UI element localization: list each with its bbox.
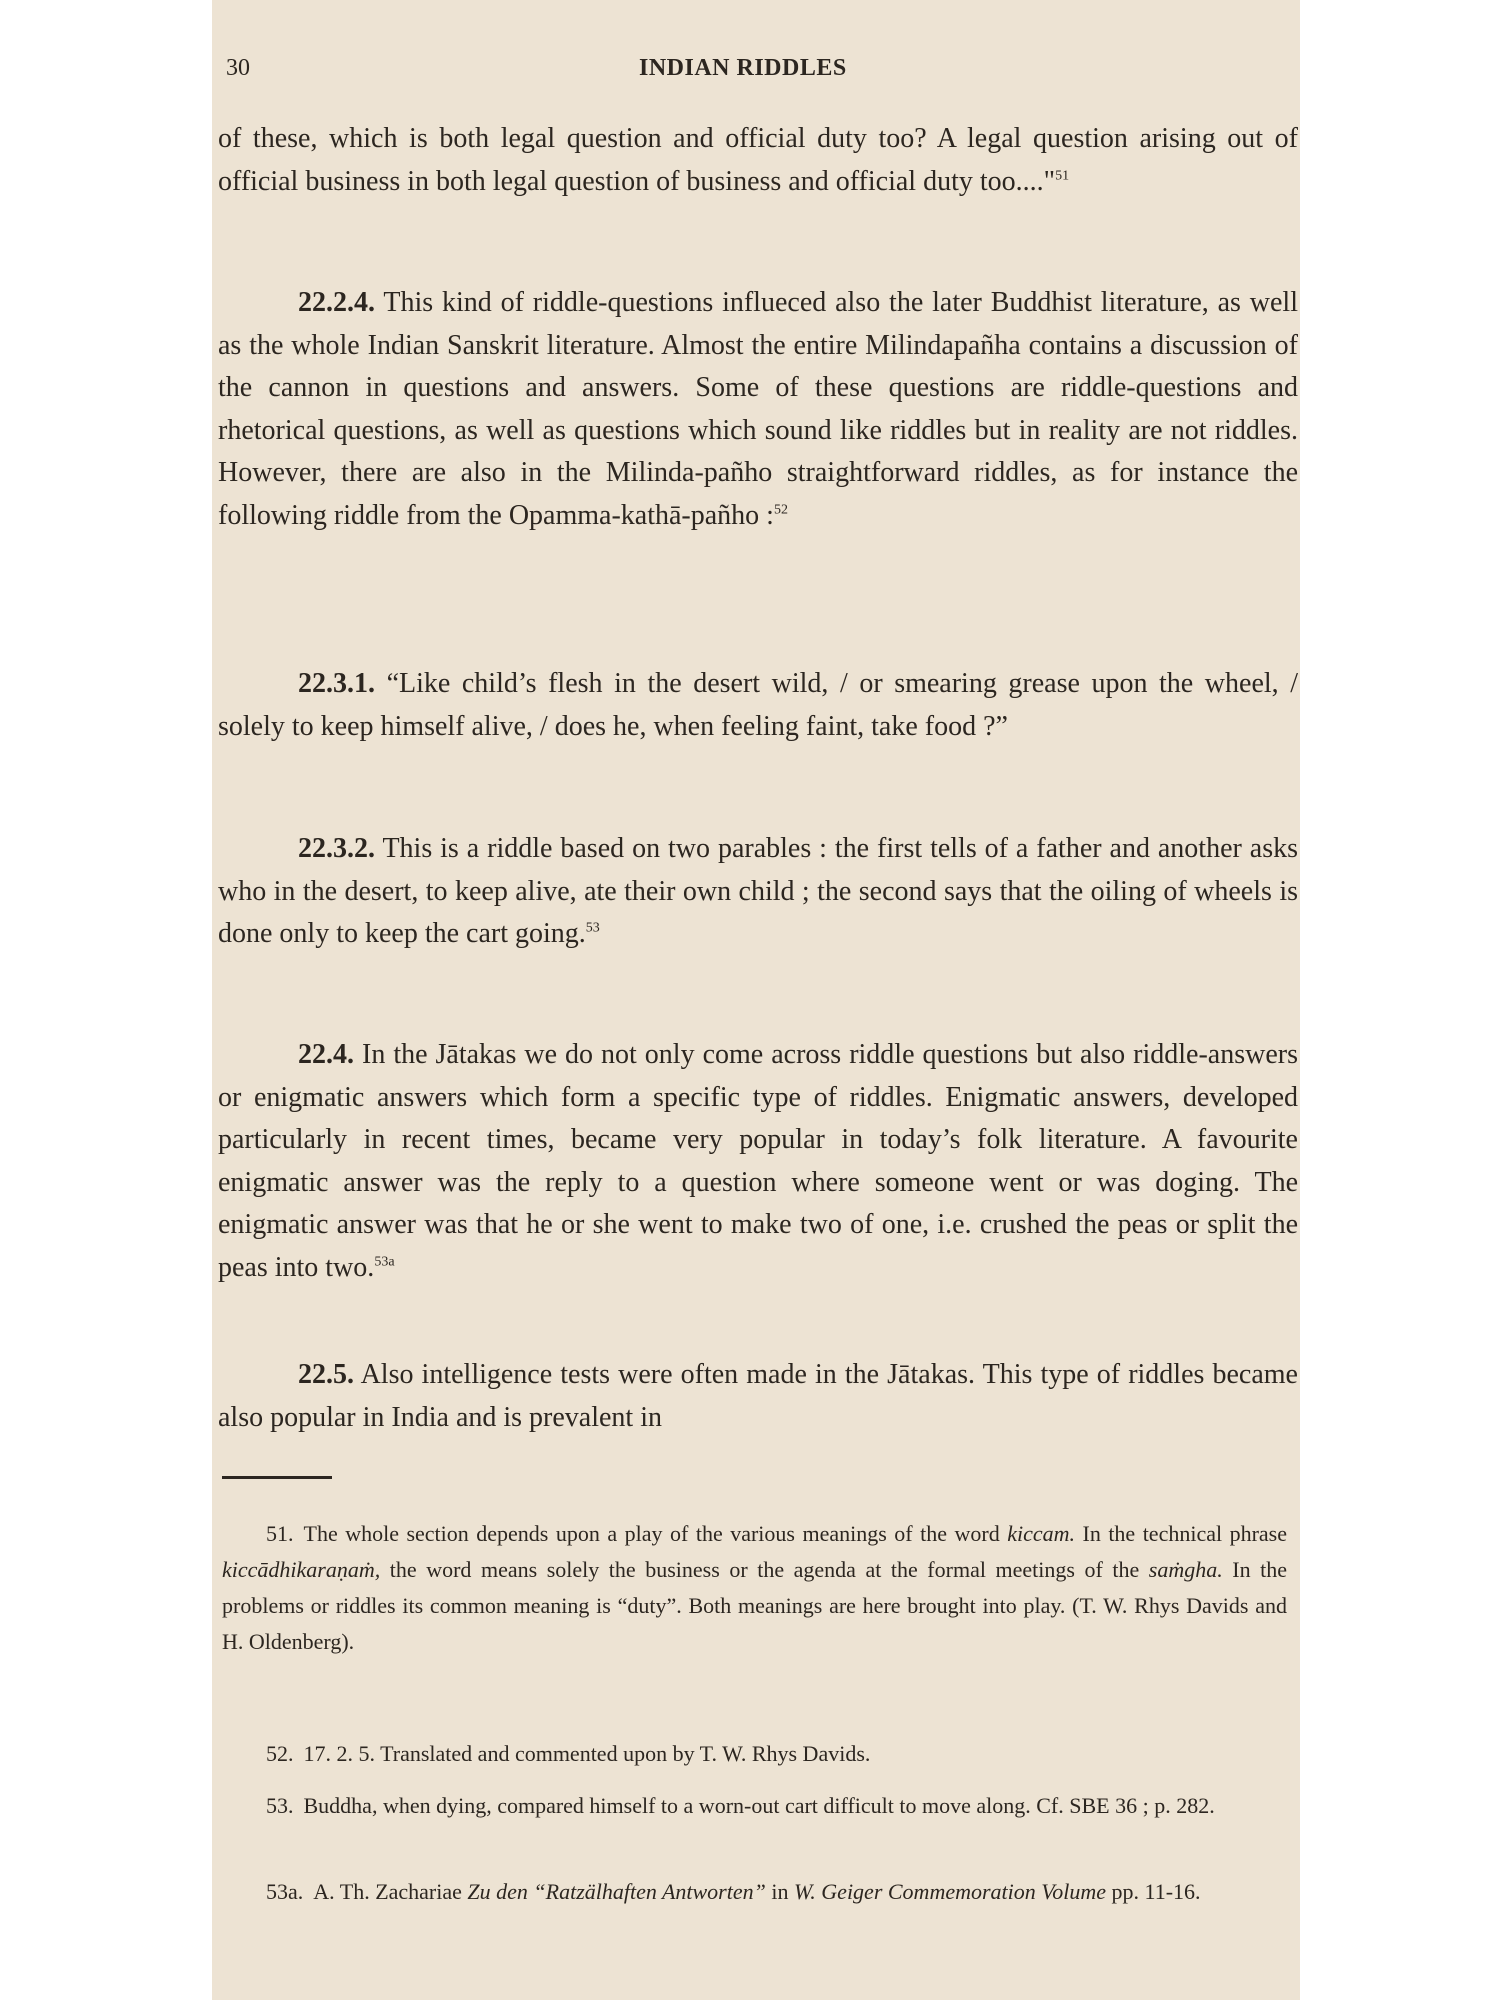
paragraph-22-3-2 [218, 828, 1298, 956]
section-number: 22.3.1. [298, 668, 375, 699]
footnote-text: in [771, 1879, 789, 1904]
footnote-53a [222, 1874, 1287, 1910]
footnote-ref: 53 [585, 920, 600, 936]
paragraph-text: of these, which is both legal question and official duty too? A legal question arising out of official business in both legal question of business and official duty too...." [218, 123, 1298, 197]
footnote-italic: kiccādhikaraṇaṁ, [222, 1557, 381, 1582]
footnote-text: In the problems or riddles its common meaning is “duty”. Both meanings are here brought into play. (T. W. Rhys Davids and H. Oldenberg). [222, 1557, 1288, 1654]
paragraph-22-3-1 [218, 663, 1298, 748]
paragraph-text: “Like child’s flesh in the desert wild, / or smearing grease upon the wheel, / solely to keep himself alive, / does he, when feeling faint, take food ?” [218, 668, 1299, 742]
section-number: 22.3.2. [298, 833, 375, 864]
footnote-ref: 52 [773, 502, 788, 518]
footnote-italic: W. Geiger Commemoration Volume [793, 1879, 1107, 1904]
paragraph-22-2-4 [218, 282, 1298, 537]
footnote-text: The whole section depends upon a play of the various meanings of the word [303, 1521, 1000, 1546]
footnote-53 [222, 1788, 1287, 1824]
footnote-divider [222, 1476, 332, 1479]
footnote-ref: 51 [1055, 168, 1070, 184]
footnote-text: the word means solely the business or the agenda at the formal meetings of the [389, 1557, 1140, 1582]
paragraph-text: In the Jātakas we do not only come across riddle questions but also riddle-answers or enigmatic answers which form a specific type of riddles. Enigmatic answers, developed particularly in recent times, became very popular in today’s folk literature. A favourite enigmatic answer was the reply to a question where someone went or was doging. The enigmatic answer was that he or she went to make two of one, i.e. crushed the peas or split the peas into two. [218, 1039, 1298, 1283]
paragraph-text: Also intelligence tests were often made in the Jātakas. This type of riddles became also popular in India and is prevalent in [218, 1359, 1298, 1433]
section-number: 22.5. [298, 1359, 354, 1390]
footnote-label: 53a. [266, 1879, 304, 1904]
paragraph-text: This kind of riddle-questions influeced also the later Buddhist literature, as well as the whole Indian Sanskrit literature. Almost the entire Milindapañha contains a discussion of the cannon in questions and answers. Some of these questions are riddle-questions and rhetorical questions, as well as questions which sound like riddles but in reality are not riddles. However, there are also in the Milinda-pañho straightforward riddles, as for instance the following riddle from the Opamma-kathā-pañho : [218, 287, 1298, 531]
book-page [212, 0, 1300, 2000]
footnote-ref: 53a [374, 1254, 395, 1270]
footnote-text: 17. 2. 5. Translated and commented upon by T. W. Rhys Davids. [303, 1741, 871, 1766]
running-title: INDIAN RIDDLES [639, 55, 847, 81]
paragraph-22-5 [218, 1354, 1298, 1439]
footnote-text: In the technical phrase [1082, 1521, 1288, 1546]
footnote-italic: kiccam. [1007, 1521, 1075, 1546]
footnote-51 [222, 1516, 1287, 1660]
footnote-text: pp. 11-16. [1111, 1879, 1201, 1904]
footnote-label: 53. [266, 1793, 294, 1818]
page-header [226, 55, 1286, 89]
page-content [212, 0, 1300, 2000]
footnote-text: A. Th. Zachariae [313, 1879, 462, 1904]
footnote-52 [222, 1736, 1287, 1772]
paragraph-text: This is a riddle based on two parables : the first tells of a father and another asks who in the desert, to keep alive, ate their own child ; the second says that the oiling of wheels is done only to keep the cart going. [218, 833, 1298, 949]
footnote-label: 52. [266, 1741, 294, 1766]
section-number: 22.4. [298, 1039, 354, 1070]
section-number: 22.2.4. [298, 287, 375, 318]
page-number: 30 [226, 55, 250, 81]
footnote-italic: Zu den “Ratzälhaften Antworten” [467, 1879, 766, 1904]
footnote-text: Buddha, when dying, compared himself to a worn-out cart difficult to move along. Cf. SBE 36 ; p. 282. [303, 1793, 1215, 1818]
footnote-italic: saṁgha. [1148, 1557, 1223, 1582]
footnote-label: 51. [266, 1521, 294, 1546]
paragraph-continuation [218, 118, 1298, 203]
paragraph-22-4 [218, 1034, 1298, 1289]
